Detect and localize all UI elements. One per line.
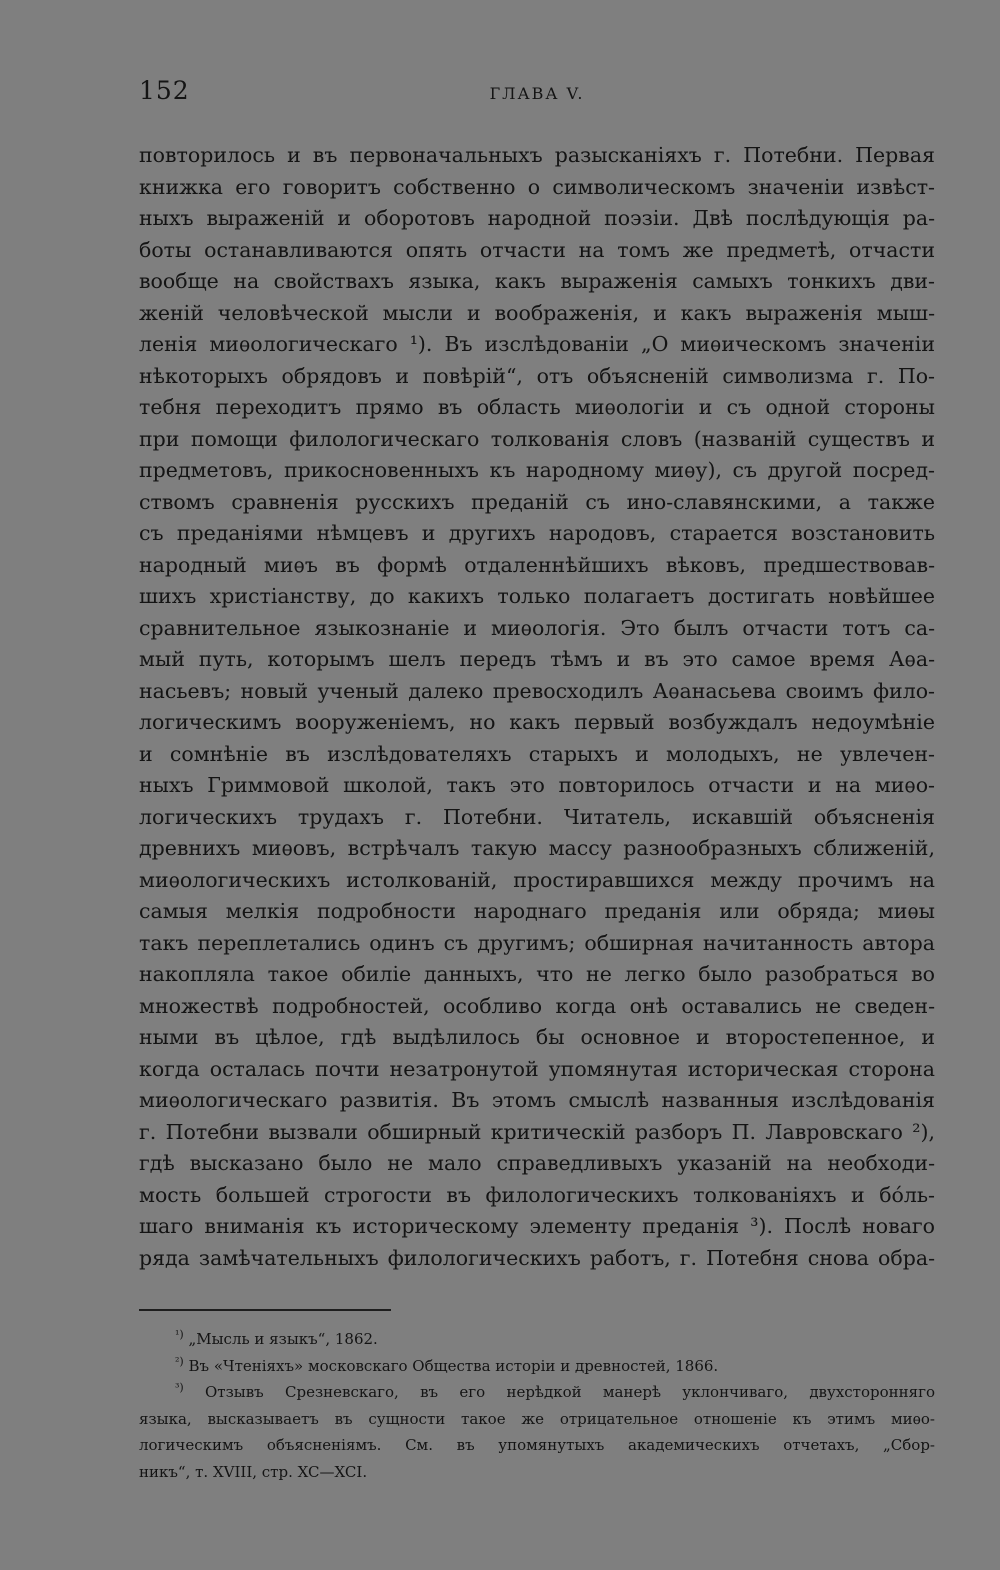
footnote-3-line: логическимъ объясненіямъ. См. въ упомянутыхъ академическихъ отчетахъ, „Сбор- <box>139 1436 935 1454</box>
text-line: шихъ христіанству, до какихъ только полагаетъ достигать новѣйшее <box>139 584 935 608</box>
text-line: народный миѳъ въ формѣ отдаленнѣйшихъ вѣковъ, предшествовав- <box>139 552 935 577</box>
text-line: шаго вниманія къ историческому элементу преданія ³). Послѣ новаго <box>139 1214 935 1238</box>
footnote-text: „Мысль и языкъ“, 1862. <box>188 1330 378 1348</box>
text-line: женій человѣческой мысли и воображенія, и какъ выраженія мыш- <box>139 300 935 325</box>
text-line: ряда замѣчательныхъ филологическихъ работъ, г. Потебня снова обра- <box>139 1245 935 1270</box>
text-line: предметовъ, прикосновенныхъ къ народному миѳу), съ другой посред- <box>139 458 935 482</box>
footnote-divider <box>139 1309 391 1311</box>
text-line: мый путь, которымъ шелъ передъ тѣмъ и въ это самое время Аѳа- <box>139 647 935 671</box>
text-line: самыя мелкія подробности народнаго преданія или обряда; миѳы <box>139 899 935 923</box>
footnote-text: Отзывъ Срезневскаго, въ его нерѣдкой манерѣ уклончиваго, двухсторонняго <box>205 1383 935 1401</box>
text-line: книжка его говоритъ собственно о символическомъ значеніи извѣст- <box>139 174 935 199</box>
text-line: когда осталась почти незатронутой упомянутая историческая сторона <box>139 1056 935 1081</box>
text-line: вообще на свойствахъ языка, какъ выраженія самыхъ тонкихъ дви- <box>139 269 935 293</box>
text-line: ныхъ Гриммовой школой, такъ это повторилось отчасти и на миѳо- <box>139 773 935 797</box>
text-line: древнихъ миѳовъ, встрѣчалъ такую массу разнообразныхъ сближеній, <box>139 836 935 860</box>
text-line: ныхъ выраженій и оборотовъ народной поэзіи. Двѣ послѣдующія ра- <box>139 206 935 230</box>
chapter-title: ГЛАВА V. <box>489 84 585 103</box>
footnote-3-line: языка, высказываетъ въ сущности такое же отрицательное отношеніе къ этимъ миѳо- <box>139 1409 935 1428</box>
text-line: съ преданіями нѣмцевъ и другихъ народовъ, старается возстановить <box>139 521 935 545</box>
text-line: такъ переплетались одинъ съ другимъ; обширная начитанность автора <box>139 930 935 955</box>
text-line: мость большей строгости въ филологическихъ толкованіяхъ и бо́ль- <box>139 1182 935 1207</box>
text-line: логическихъ трудахъ г. Потебни. Читатель, искавшій объясненія <box>139 804 935 829</box>
text-line: тебня переходитъ прямо въ область миѳологіи и съ одной стороны <box>139 395 935 419</box>
text-line: миѳологическихъ истолкованій, простиравшихся между прочимъ на <box>139 867 935 892</box>
text-line: повторилось и въ первоначальныхъ разысканіяхъ г. Потебни. Первая <box>139 143 935 167</box>
footnote-marker: ²) <box>175 1354 184 1368</box>
footnote-marker: ³) <box>175 1381 184 1394</box>
page-number: 152 <box>139 76 190 105</box>
running-head <box>139 76 935 110</box>
text-line: множествѣ подробностей, особливо когда онѣ оставались не сведен- <box>139 993 935 1018</box>
footnote-3-line: никъ“, т. XVIII, стр. XC—XCI. <box>139 1462 368 1481</box>
text-line: логическимъ вооруженіемъ, но какъ первый возбуждалъ недоумѣніе <box>139 710 935 734</box>
text-line: ными въ цѣлое, гдѣ выдѣлилось бы основное и второстепенное, и <box>139 1025 935 1049</box>
text-line: накопляла такое обиліе данныхъ, что не легко было разобраться во <box>139 962 935 986</box>
text-line: гдѣ высказано было не мало справедливыхъ указаній на необходи- <box>139 1151 935 1175</box>
text-line: г. Потебни вызвали обширный критическій разборъ П. Лавровскаго ²), <box>139 1119 935 1144</box>
footnotes <box>139 1326 935 1485</box>
footnote-1 <box>139 1326 935 1353</box>
text-line: и сомнѣніе въ изслѣдователяхъ старыхъ и молодыхъ, не увлечен- <box>139 741 935 766</box>
text-line: ствомъ сравненія русскихъ преданій съ ино-славянскими, а также <box>139 489 935 514</box>
text-line: ленія миѳологическаго ¹). Въ изслѣдованіи „О миѳическомъ значеніи <box>139 332 935 356</box>
text-line: боты останавливаются опять отчасти на томъ же предметѣ, отчасти <box>139 237 935 262</box>
text-line: сравнительное языкознаніе и миѳологія. Это былъ отчасти тотъ са- <box>139 615 935 640</box>
footnote-3 <box>139 1379 935 1406</box>
text-line: при помощи филологическаго толкованія словъ (названій существъ и <box>139 426 935 451</box>
footnote-2 <box>139 1353 935 1380</box>
body-text <box>139 140 935 1274</box>
text-line: нѣкоторыхъ обрядовъ и повѣрій“, отъ объясненій символизма г. По- <box>139 363 935 388</box>
footnote-marker: ¹) <box>175 1328 184 1341</box>
text-line: миѳологическаго развитія. Въ этомъ смыслѣ названныя изслѣдованія <box>139 1088 935 1112</box>
footnote-text: Въ «Чтеніяхъ» московскаго Общества исторіи и древностей, 1866. <box>188 1356 719 1375</box>
text-line: насьевъ; новый ученый далеко превосходилъ Аѳанасьева своимъ фило- <box>139 678 935 703</box>
